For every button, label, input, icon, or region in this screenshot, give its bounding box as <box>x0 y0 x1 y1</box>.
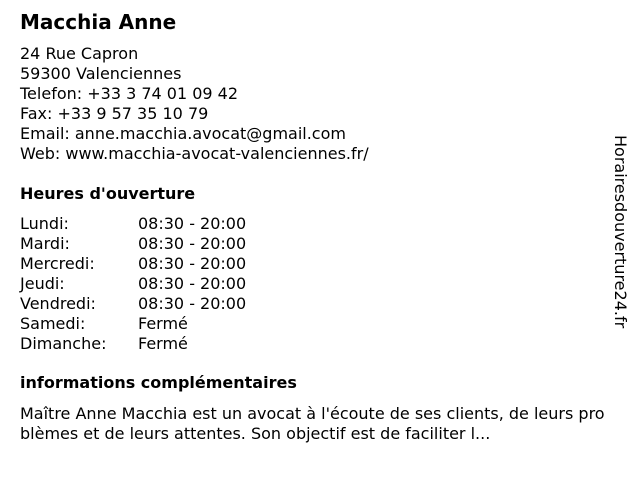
hours-row-wednesday <box>20 254 610 274</box>
hours-row-friday <box>20 294 610 314</box>
website-url: Web: www.macchia-avocat-valenciennes.fr/ <box>20 144 369 163</box>
opening-hours-title: Heures d'ouverture <box>20 184 196 203</box>
day-label: Jeudi: <box>20 274 65 293</box>
day-hours: 08:30 - 20:00 <box>138 234 247 253</box>
day-hours: 08:30 - 20:00 <box>138 294 247 313</box>
day-label: Vendredi: <box>20 294 96 313</box>
hours-row-saturday <box>20 314 610 334</box>
hours-row-sunday <box>20 334 610 354</box>
brand-watermark: Horairesdouverture24.fr <box>611 135 630 329</box>
day-hours: 08:30 - 20:00 <box>138 254 247 273</box>
opening-hours-list <box>20 214 610 354</box>
day-hours: 08:30 - 20:00 <box>138 214 247 233</box>
hours-row-tuesday <box>20 234 610 254</box>
business-card <box>20 9 610 444</box>
email-address: Email: anne.macchia.avocat@gmail.com <box>20 124 346 143</box>
additional-info-text: Maître Anne Macchia est un avocat à l'écoute de ses clients, de leurs problèmes et de leurs attentes. Son objectif est de faciliter l... <box>20 404 605 443</box>
street-address: 24 Rue Capron <box>20 44 139 63</box>
day-hours: Fermé <box>138 334 188 353</box>
additional-info-title: informations complémentaires <box>20 373 297 392</box>
hours-row-thursday <box>20 274 610 294</box>
day-label: Mardi: <box>20 234 70 253</box>
day-hours: 08:30 - 20:00 <box>138 274 247 293</box>
day-hours: Fermé <box>138 314 188 333</box>
business-name: Macchia Anne <box>20 10 177 34</box>
day-label: Lundi: <box>20 214 69 233</box>
day-label: Mercredi: <box>20 254 95 273</box>
day-label: Dimanche: <box>20 334 107 353</box>
hours-row-monday <box>20 214 610 234</box>
phone-number: Telefon: +33 3 74 01 09 42 <box>20 84 239 103</box>
city-postal: 59300 Valenciennes <box>20 64 182 83</box>
fax-number: Fax: +33 9 57 35 10 79 <box>20 104 209 123</box>
day-label: Samedi: <box>20 314 86 333</box>
